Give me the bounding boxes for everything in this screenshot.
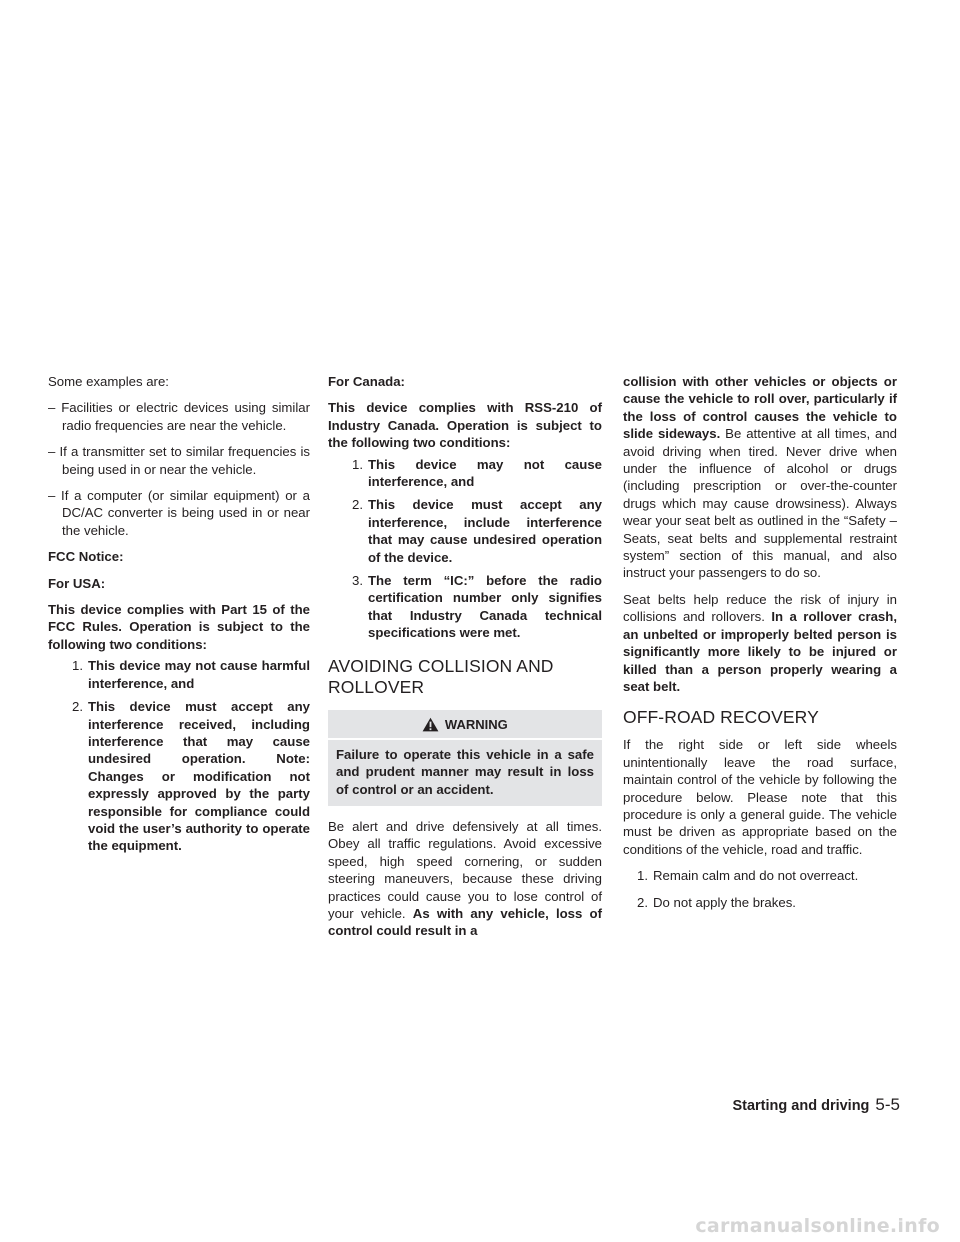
column-1 <box>48 373 310 861</box>
usa-condition-item <box>48 698 310 855</box>
page-number: 5-5 <box>875 1095 900 1114</box>
step-number: 2. <box>637 894 648 910</box>
for-canada-label: For Canada: <box>328 374 405 389</box>
paragraph-bold-text: In a rollover crash, an unbelted or improperly belted person is significantly more likely to be injured or killed than a person properly wearing a seat belt. <box>623 609 897 694</box>
example-item: – Facilities or electric devices using similar radio frequencies are near the vehicle. <box>48 400 310 433</box>
warning-header <box>328 710 602 740</box>
paragraph-bold-text: As with any vehicle, loss of control could result in a <box>328 905 602 939</box>
item-number: 3. <box>352 573 363 589</box>
recovery-step <box>623 867 897 884</box>
usa-condition-item <box>48 657 310 692</box>
canada-condition-item <box>328 496 602 566</box>
column-2 <box>328 373 602 949</box>
canada-compliance-text: This device complies with RSS-210 of Industry Canada. Operation is subject to the following two conditions: <box>328 400 602 451</box>
item-number: 2. <box>352 497 363 513</box>
step-text: Remain calm and do not overreact. <box>653 868 859 884</box>
footer-section-title: Starting and driving <box>732 1098 870 1114</box>
recovery-step <box>623 894 897 911</box>
paragraph-text: Seat belts help reduce the risk of injury in collisions and rollovers. <box>623 591 897 625</box>
paragraph-text: Be alert and drive defensively at all times. Obey all traffic regulations. Avoid excessive speed, high speed cornering, or sudden steering maneuvers, because these driving practices could cause you to lose control of your vehicle. <box>328 818 602 921</box>
off-road-paragraph: If the right side or left side wheels unintentionally leave the road surface, maintain control of the vehicle by following the procedure below. Please note that this procedure is only a general guide. The vehicle must be driven as appropriate based on the conditions of the vehicle, road and traffic. <box>623 737 897 857</box>
for-usa-label: For USA: <box>48 575 106 591</box>
canada-condition-item <box>328 456 602 491</box>
paragraph-bold-text: collision with other vehicles or objects or cause the vehicle to roll over, particularly if the loss of control causes the vehicle to slide sideways. <box>623 374 897 442</box>
seatbelt-paragraph <box>623 591 897 695</box>
item-text: This device may not cause harmful interference, and <box>88 658 310 691</box>
warning-box <box>328 710 602 806</box>
item-number: 1. <box>72 658 83 674</box>
loss-of-control-paragraph <box>623 373 897 582</box>
warning-triangle-icon <box>422 717 445 732</box>
example-item: – If a transmitter set to similar frequencies is being used in or near the vehicle. <box>48 444 310 477</box>
examples-intro: Some examples are: <box>48 374 169 389</box>
canada-condition-item <box>328 572 602 642</box>
usa-compliance-text: This device complies with Part 15 of the FCC Rules. Operation is subject to the following two conditions: <box>48 602 310 652</box>
fcc-notice-label: FCC Notice: <box>48 549 124 565</box>
warning-text: Failure to operate this vehicle in a safe and prudent manner may result in loss of control or an accident. <box>336 746 594 797</box>
item-text: This device must accept any interference received, including interference that may cause undesired operation. Note: Changes or modification not expressly approved by the party responsible for compliance could void the user’s authority to operate the equipment. <box>88 699 310 854</box>
step-number: 1. <box>637 868 648 884</box>
item-number: 2. <box>72 699 83 715</box>
warning-label: WARNING <box>444 716 508 732</box>
defensive-driving-paragraph <box>328 818 602 940</box>
item-text: This device must accept any interference, include interference that may cause undesired operation of the device. <box>368 497 602 565</box>
section-heading-avoiding-collision: AVOIDING COLLISION AND ROLLOVER <box>328 655 554 697</box>
page-footer <box>700 1095 900 1115</box>
paragraph-text: Be attentive at all times, and avoid driving when tired. Never drive when under the influence of alcohol or drugs (including prescription or over-the-counter drugs which may cause drowsiness). Always wear your seat belt as outlined in the “Safety – Seats, seat belts and supplemental restraint system” section of this manual, and also instruct your passengers to do so. <box>623 426 898 581</box>
step-text: Do not apply the brakes. <box>653 894 796 910</box>
watermark: carmanualsonline.info <box>695 1215 940 1237</box>
item-text: This device may not cause interference, and <box>368 456 602 490</box>
column-3 <box>623 373 897 917</box>
section-heading-off-road-recovery: OFF-ROAD RECOVERY <box>623 707 819 728</box>
item-text: The term “IC:” before the radio certification number only signifies that Industry Canada technical specifications were met. <box>368 573 602 641</box>
example-item: – If a computer (or similar equipment) or a DC/AC converter is being used in or near the vehicle. <box>48 488 310 538</box>
item-number: 1. <box>352 456 363 472</box>
